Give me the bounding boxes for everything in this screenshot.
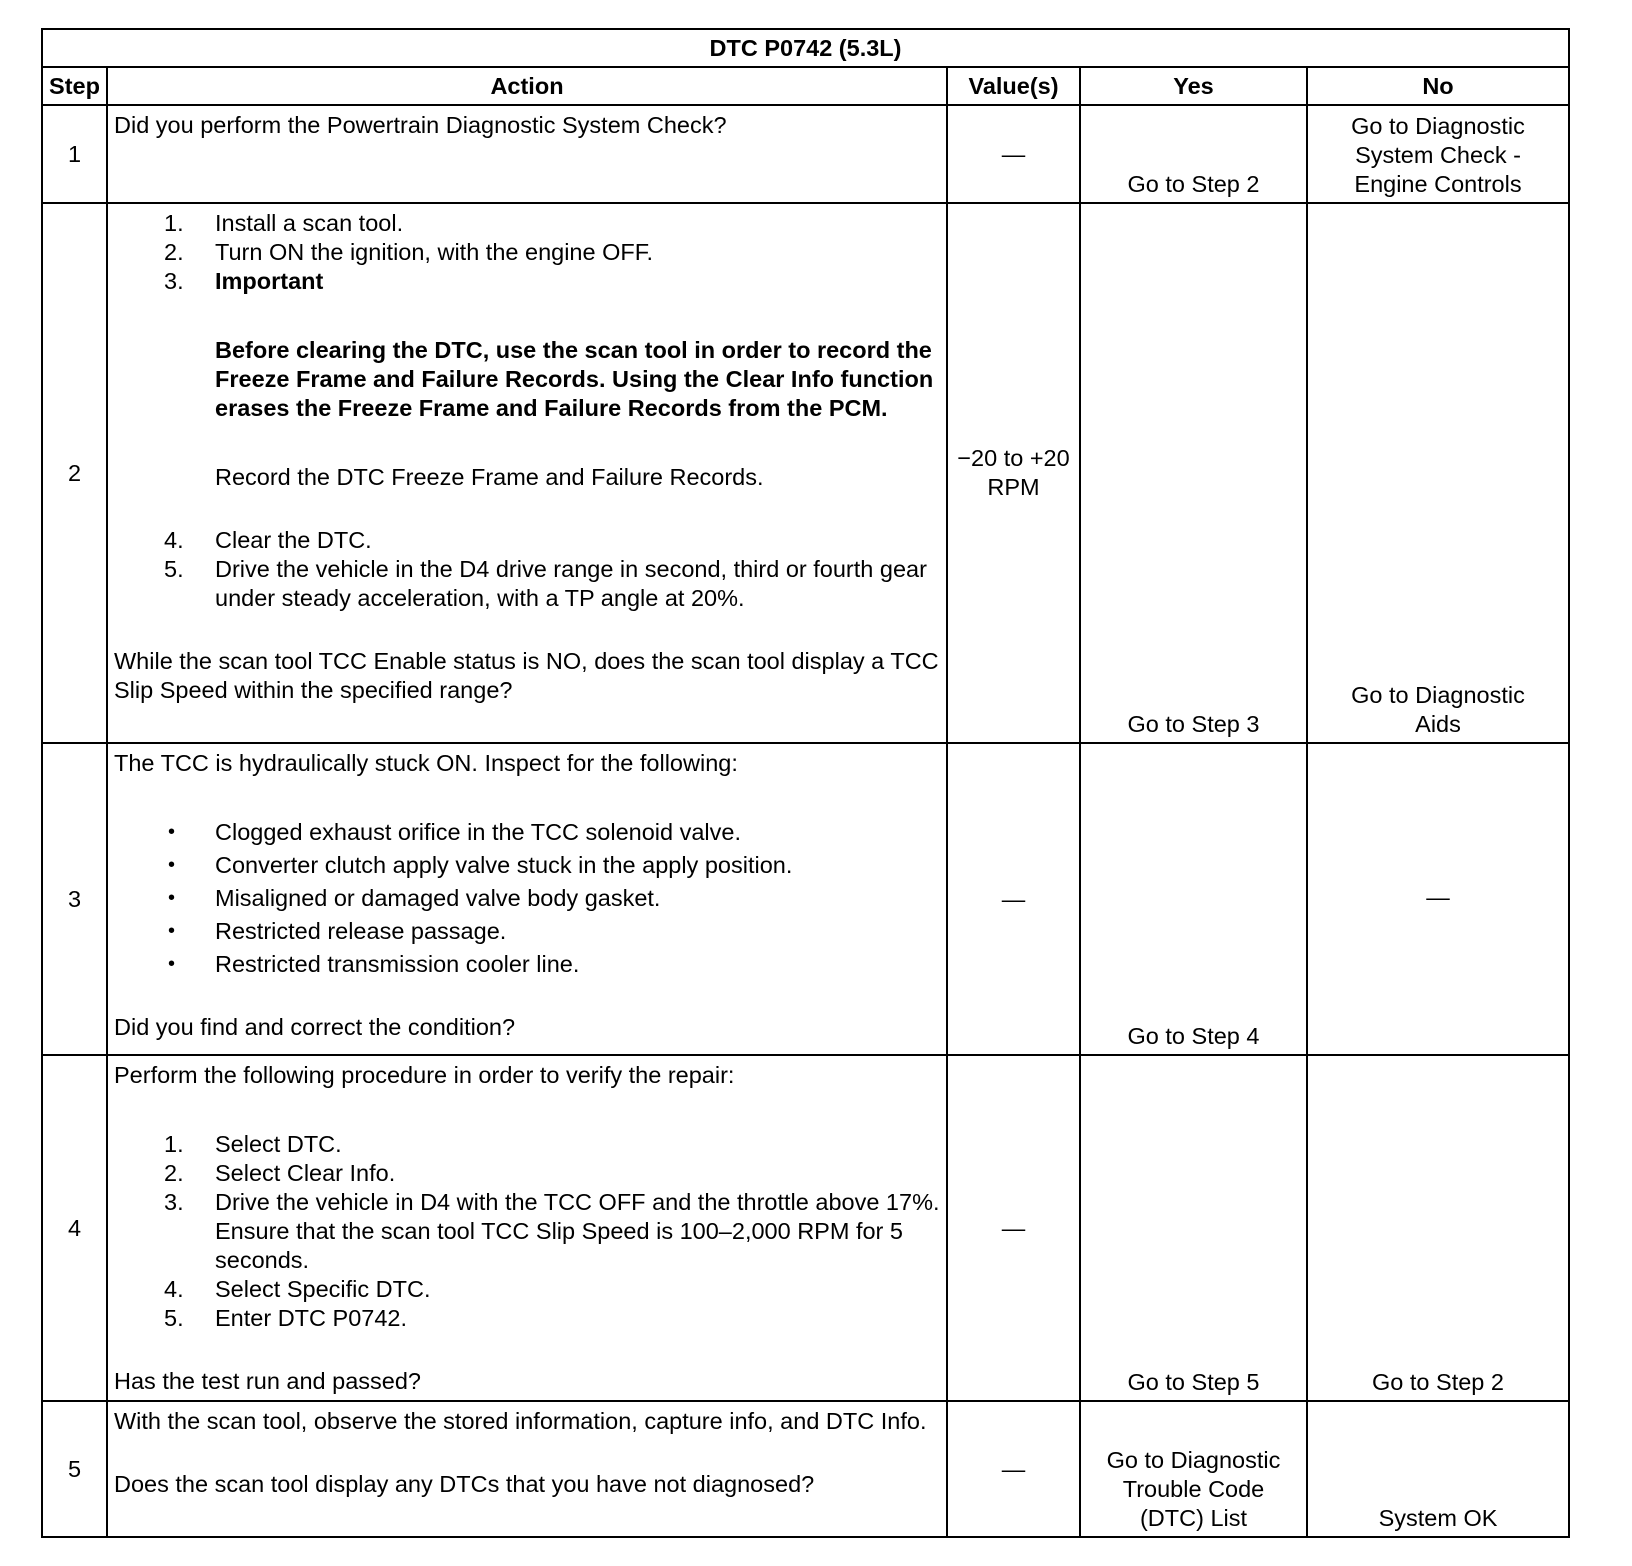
item-text: Restricted transmission cooler line. bbox=[215, 951, 580, 977]
header-no: No bbox=[1307, 67, 1569, 105]
question-text: Does the scan tool display any DTCs that you have not diagnosed? bbox=[114, 1471, 815, 1497]
value-line: −20 to +20 bbox=[957, 445, 1070, 471]
question-text: Did you find and correct the condition? bbox=[114, 1014, 516, 1040]
yes-cell: Go to Step 5 bbox=[1080, 1055, 1307, 1401]
no-cell: Go to Step 2 bbox=[1307, 1055, 1569, 1401]
step-number: 3 bbox=[42, 743, 107, 1055]
table-row bbox=[42, 1401, 1569, 1537]
no-cell bbox=[1307, 105, 1569, 203]
list-item bbox=[114, 917, 940, 946]
item-number: 4. bbox=[164, 1276, 184, 1302]
list-item bbox=[114, 555, 940, 613]
no-line: System Check - bbox=[1355, 142, 1521, 168]
yes-cell: Go to Step 3 bbox=[1080, 203, 1307, 743]
action-cell bbox=[107, 743, 947, 1055]
no-line: Go to Diagnostic bbox=[1351, 113, 1525, 139]
intro-text: Perform the following procedure in order to verify the repair: bbox=[114, 1062, 735, 1088]
intro-text: The TCC is hydraulically stuck ON. Inspect for the following: bbox=[114, 750, 738, 776]
item-text: Enter DTC P0742. bbox=[215, 1305, 408, 1331]
yes-cell: Go to Step 2 bbox=[1080, 105, 1307, 203]
bullet-icon: • bbox=[168, 953, 176, 975]
record-text: Record the DTC Freeze Frame and Failure Records. bbox=[215, 464, 764, 490]
item-text: Clogged exhaust orifice in the TCC solenoid valve. bbox=[215, 819, 741, 845]
item-text: Drive the vehicle in the D4 drive range in second, third or fourth gear under steady acceleration, with a TP angle at 20%. bbox=[215, 556, 927, 611]
header-yes: Yes bbox=[1080, 67, 1307, 105]
table-row bbox=[42, 105, 1569, 203]
item-text: Select DTC. bbox=[215, 1131, 342, 1157]
item-text: Converter clutch apply valve stuck in the apply position. bbox=[215, 852, 793, 878]
question-text: Has the test run and passed? bbox=[114, 1368, 422, 1394]
list-item bbox=[114, 950, 940, 979]
no-line: Aids bbox=[1415, 711, 1461, 737]
item-text: Select Clear Info. bbox=[215, 1160, 396, 1186]
item-number: 5. bbox=[164, 1305, 184, 1331]
action-cell bbox=[107, 1401, 947, 1537]
list-item bbox=[114, 884, 940, 913]
bullet-icon: • bbox=[168, 920, 176, 942]
value-cell bbox=[947, 203, 1080, 743]
list-item bbox=[114, 1275, 940, 1304]
table-row bbox=[42, 203, 1569, 743]
item-text: Misaligned or damaged valve body gasket. bbox=[215, 885, 661, 911]
intro-text: With the scan tool, observe the stored information, capture info, and DTC Info. bbox=[114, 1408, 927, 1434]
item-text: Install a scan tool. bbox=[215, 210, 404, 236]
header-step: Step bbox=[42, 67, 107, 105]
yes-cell bbox=[1080, 1401, 1307, 1537]
item-number: 1. bbox=[164, 210, 184, 236]
dtc-table bbox=[41, 28, 1570, 1538]
no-line: Go to Diagnostic bbox=[1351, 682, 1525, 708]
important-label: Important bbox=[215, 268, 324, 294]
action-cell bbox=[107, 105, 947, 203]
item-text: Drive the vehicle in D4 with the TCC OFF and the throttle above 17%. Ensure that the scan tool TCC Slip Speed is 100–2,000 RPM for 5 seconds. bbox=[215, 1189, 940, 1273]
step-number: 4 bbox=[42, 1055, 107, 1401]
no-cell: System OK bbox=[1307, 1401, 1569, 1537]
no-line: Engine Controls bbox=[1354, 171, 1522, 197]
yes-cell: Go to Step 4 bbox=[1080, 743, 1307, 1055]
list-item bbox=[114, 1159, 940, 1188]
table-row bbox=[42, 1055, 1569, 1401]
item-number: 2. bbox=[164, 239, 184, 265]
action-cell bbox=[107, 1055, 947, 1401]
important-note: Before clearing the DTC, use the scan tool in order to record the Freeze Frame and Failure Records. Using the Clear Info function erases the Freeze Frame and Failure Records from the PCM. bbox=[215, 337, 934, 421]
list-item bbox=[114, 1130, 940, 1159]
list-item bbox=[114, 526, 940, 555]
value-line: RPM bbox=[987, 474, 1040, 500]
header-values: Value(s) bbox=[947, 67, 1080, 105]
value-cell: — bbox=[947, 105, 1080, 203]
list-item bbox=[114, 238, 940, 267]
procedure-list bbox=[114, 209, 940, 296]
bullet-icon: • bbox=[168, 821, 176, 843]
item-text: Turn ON the ignition, with the engine OFF. bbox=[215, 239, 654, 265]
step-number: 5 bbox=[42, 1401, 107, 1537]
value-cell: — bbox=[947, 743, 1080, 1055]
list-item bbox=[114, 1188, 940, 1275]
action-cell bbox=[107, 203, 947, 743]
bullet-list bbox=[114, 818, 940, 979]
yes-line: (DTC) List bbox=[1139, 1505, 1248, 1531]
step-number: 1 bbox=[42, 105, 107, 203]
yes-line: Trouble Code bbox=[1122, 1476, 1265, 1502]
item-text: Clear the DTC. bbox=[215, 527, 372, 553]
item-text: Select Specific DTC. bbox=[215, 1276, 431, 1302]
item-text: Restricted release passage. bbox=[215, 918, 507, 944]
action-text: Did you perform the Powertrain Diagnostic System Check? bbox=[114, 112, 727, 138]
item-number: 5. bbox=[164, 556, 184, 582]
item-number: 3. bbox=[164, 1189, 184, 1215]
list-item bbox=[114, 209, 940, 238]
item-number: 3. bbox=[164, 268, 184, 294]
list-item bbox=[114, 1304, 940, 1333]
no-cell bbox=[1307, 203, 1569, 743]
value-cell: — bbox=[947, 1055, 1080, 1401]
item-number: 1. bbox=[164, 1131, 184, 1157]
yes-line: Go to Diagnostic bbox=[1106, 1447, 1281, 1473]
table-title: DTC P0742 (5.3L) bbox=[42, 29, 1569, 67]
list-item bbox=[114, 267, 940, 296]
item-number: 2. bbox=[164, 1160, 184, 1186]
procedure-list bbox=[114, 526, 940, 613]
item-number: 4. bbox=[164, 527, 184, 553]
table-row bbox=[42, 743, 1569, 1055]
step-number: 2 bbox=[42, 203, 107, 743]
value-cell: — bbox=[947, 1401, 1080, 1537]
header-row bbox=[42, 67, 1569, 105]
question-text: While the scan tool TCC Enable status is NO, does the scan tool display a TCC Slip Speed within the specified range? bbox=[114, 648, 939, 703]
list-item bbox=[114, 851, 940, 880]
no-cell: — bbox=[1307, 743, 1569, 1055]
procedure-list bbox=[114, 1130, 940, 1333]
header-action: Action bbox=[107, 67, 947, 105]
list-item bbox=[114, 818, 940, 847]
bullet-icon: • bbox=[168, 854, 176, 876]
bullet-icon: • bbox=[168, 887, 176, 909]
